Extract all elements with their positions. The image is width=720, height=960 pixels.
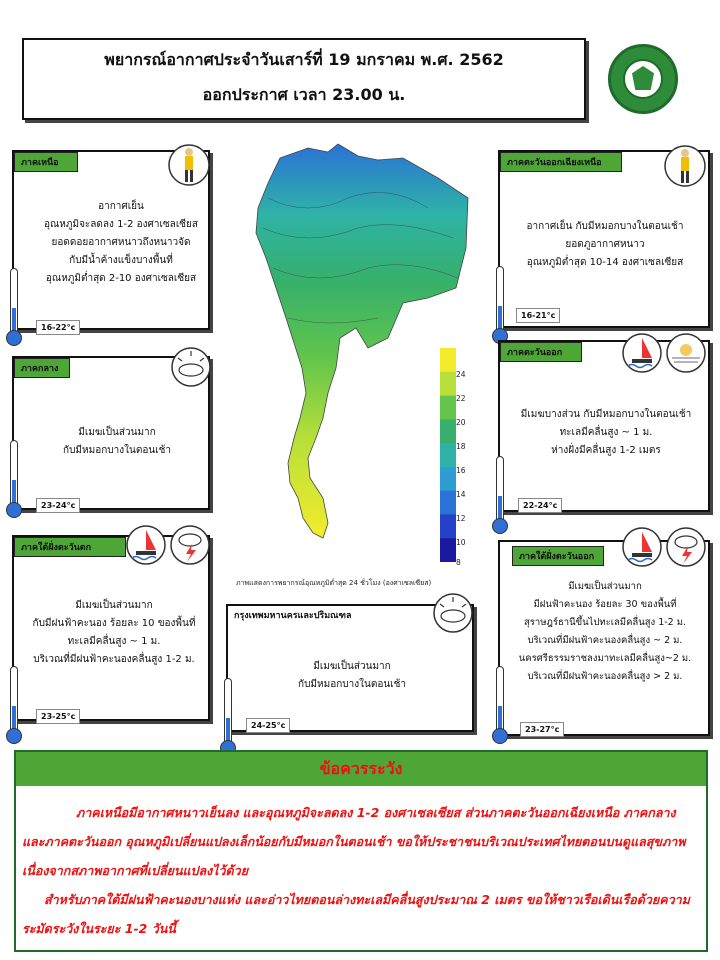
region-line: อากาศเย็น กับมีหมอกบางในตอนเช้า: [526, 221, 684, 232]
legend-labels: [456, 348, 476, 567]
sea-and-storm-icons: [622, 524, 708, 570]
person-cold-icon: [664, 142, 706, 190]
temp-range: 22-24°c: [518, 498, 562, 513]
region-line: บริเวณที่มีฝนฟ้าคะนองคลื่นสูง > 2 ม.: [527, 671, 683, 682]
region-label: ภาคใต้ฝั่งตะวันออก: [512, 546, 604, 566]
region-line: ยอดดอยอากาศหนาวถึงหนาวจัด: [51, 237, 191, 248]
thermometer-icon: [6, 268, 22, 348]
legend-color-band: [440, 443, 456, 467]
region-line: มีเมฆเป็นส่วนมาก: [75, 600, 153, 611]
legend-tick: 16: [456, 466, 466, 475]
thermometer-icon: [492, 666, 508, 746]
thermometer-icon: [6, 440, 22, 520]
legend-tick: 14: [456, 490, 466, 499]
region-line: อุณหภูมิต่ำสุด 2-10 องศาเซลเซียส: [45, 273, 197, 284]
legend-color-band: [440, 491, 456, 515]
region-label: ภาคตะวันออกเฉียงเหนือ: [500, 152, 622, 172]
caution-panel: [14, 750, 708, 952]
caution-paragraph: สำหรับภาคใต้มีฝนฟ้าคะนองบางแห่ง และอ่าวไทยตอนล่างทะเลมีคลื่นสูงประมาณ 2 เมตร ขอให้ชาวเรือเดินเรือด้วยความระมัดระวังในระยะ 1-2 วันนี้: [22, 892, 690, 936]
issue-time: ออกประกาศ เวลา 23.00 น.: [202, 85, 406, 104]
region-line: บริเวณที่มีฝนฟ้าคะนองคลื่นสูง 1-2 ม.: [33, 654, 195, 665]
region-line: อุณหภูมิจะลดลง 1-2 องศาเซลเซียส: [44, 219, 198, 230]
legend-tick: 18: [456, 442, 466, 451]
region-line: ทะเลมีคลื่นสูง ~ 1 ม.: [67, 636, 161, 647]
person-cold-icon: [168, 140, 210, 190]
caution-paragraph: ภาคเหนือมีอากาศหนาวเย็นลง และอุณหภูมิจะลดลง 1-2 องศาเซลเซียส ส่วนภาคตะวันออกเฉียงเหนือ ภาคกลาง และภาคตะวันออก อุณหภูมิเปลี่ยนแปลงเล็กน้อยกับมีหมอกในตอนเช้า ขอให้ประชาชนบริเวณประเทศไทยตอนบนดูแลสุขภาพเนื่องจากสภาพอากาศที่เปลี่ยนแปลงไว้ด้วย: [22, 805, 686, 878]
region-label: ภาคกลาง: [14, 358, 70, 378]
legend-tick: 12: [456, 514, 466, 523]
legend-tick: 10: [456, 538, 466, 547]
cloudy-icon: [432, 592, 474, 634]
region-line: มีเมฆเป็นส่วนมาก: [568, 581, 642, 592]
region-label: ภาคเหนือ: [14, 152, 78, 172]
region-line: มีเมฆเป็นส่วนมาก: [313, 661, 391, 672]
legend-color-band: [440, 419, 456, 443]
region-line: ห่างฝั่งมีคลื่นสูง 1-2 เมตร: [551, 445, 661, 456]
region-line: ยอดภูอากาศหนาว: [565, 239, 645, 250]
tmd-logo: [608, 44, 678, 114]
region-line: นครศรีธรรมราชลงมาทะเลมีคลื่นสูง~2 ม.: [518, 653, 692, 664]
region-line: กับมีน้ำค้างแข็งบางพื้นที่: [69, 255, 173, 266]
region-label: กรุงเทพมหานครและปริมณฑล: [228, 606, 368, 626]
thermometer-icon: [492, 266, 508, 346]
region-line: กับมีหมอกบางในตอนเช้า: [63, 445, 171, 456]
region-line: บริเวณที่มีฝนฟ้าคะนองคลื่นสูง ~ 2 ม.: [527, 635, 683, 646]
temp-range: 16-22°c: [36, 320, 80, 335]
legend-color-band: [440, 396, 456, 420]
forecast-title: พยากรณ์อากาศประจำวันเสาร์ที่ 19 มกราคม พ.ศ. 2562: [104, 50, 504, 69]
region-line: มีฝนฟ้าคะนอง ร้อยละ 30 ของพื้นที่: [533, 599, 677, 610]
region-line: มีเมฆบางส่วน กับมีหมอกบางในตอนเช้า: [520, 409, 692, 420]
region-line: อุณหภูมิต่ำสุด 10-14 องศาเซลเซียส: [526, 257, 684, 268]
header-box: [22, 38, 586, 120]
legend-color-band: [440, 372, 456, 396]
map-caption: ภาพแสดงการพยากรณ์อุณหภูมิต่ำสุด 24 ชั่วโมง (องศาเซลเซียส): [236, 579, 432, 587]
caution-title: ข้อควรระวัง: [16, 752, 706, 786]
temp-range: 23-25°c: [36, 709, 80, 724]
legend-tick: 24: [456, 370, 466, 379]
region-line: มีเมฆเป็นส่วนมาก: [78, 427, 156, 438]
temp-range: 16-21°c: [516, 308, 560, 323]
legend-color-band: [440, 538, 456, 562]
thermometer-icon: [492, 456, 508, 536]
legend-color-band: [440, 467, 456, 491]
legend-color-band: [440, 348, 456, 372]
region-line: สุราษฎร์ธานีขึ้นไปทะเลมีคลื่นสูง 1-2 ม.: [523, 617, 687, 628]
legend-tick: 22: [456, 394, 466, 403]
legend-tick: 8: [456, 558, 461, 567]
thermometer-icon: [220, 678, 236, 758]
temp-range: 23-27°c: [520, 722, 564, 737]
region-line: ทะเลมีคลื่นสูง ~ 1 ม.: [559, 427, 653, 438]
region-line: อากาศเย็น: [98, 201, 144, 212]
temperature-legend: [440, 348, 456, 562]
sea-and-storm-icons: [126, 522, 212, 568]
thermometer-icon: [6, 666, 22, 746]
cloudy-icon: [170, 346, 212, 388]
temp-range: 23-24°c: [36, 498, 80, 513]
region-label: ภาคใต้ฝั่งตะวันตก: [14, 537, 126, 557]
legend-tick: 20: [456, 418, 466, 427]
region-label: ภาคตะวันออก: [500, 342, 582, 362]
country-shape: [256, 144, 468, 538]
region-line: กับมีฝนฟ้าคะนอง ร้อยละ 10 ของพื้นที่: [32, 618, 196, 629]
legend-color-band: [440, 514, 456, 538]
temp-range: 24-25°c: [246, 718, 290, 733]
sea-and-fog-icons: [622, 330, 708, 376]
region-line: กับมีหมอกบางในตอนเช้า: [298, 679, 406, 690]
